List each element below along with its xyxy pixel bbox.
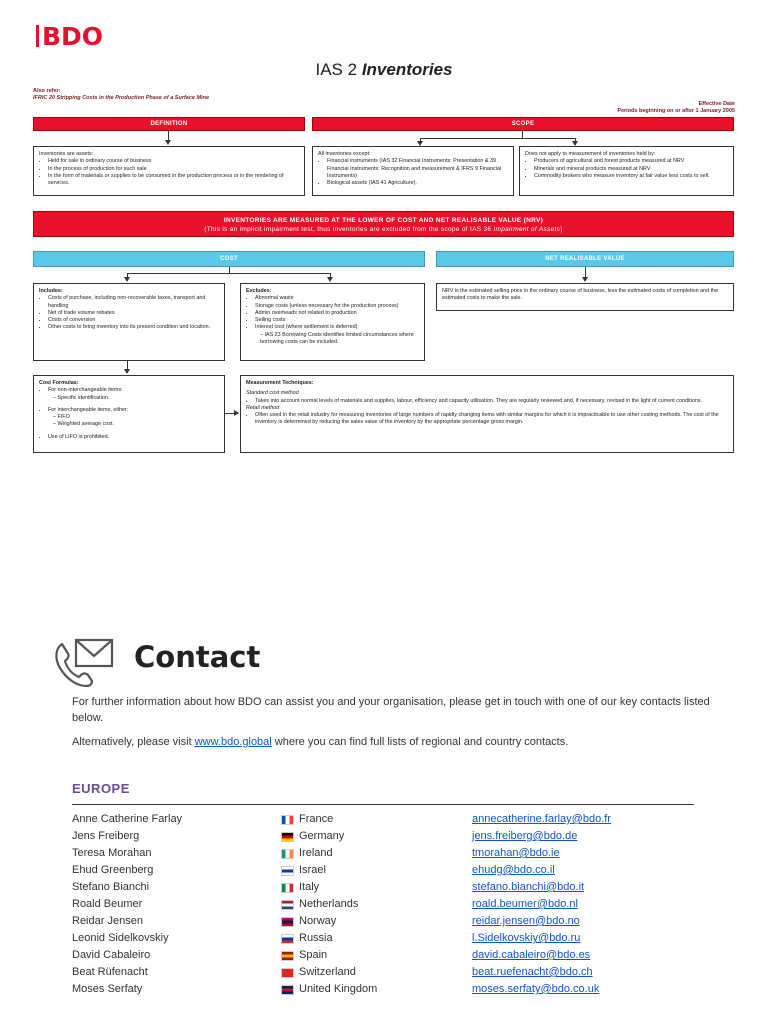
contact-row <box>72 830 712 847</box>
contact-country: Netherlands <box>299 898 359 910</box>
list-item: • Abnormal waste <box>255 295 419 302</box>
list-item: • Commodity brokers who measure inventory at fair value less costs to sell. <box>534 173 728 180</box>
contact-title: Contact <box>134 640 261 674</box>
effective-date-value: Periods beginning on or after 1 January 2005 <box>617 108 735 114</box>
divider <box>72 804 694 805</box>
nrv-header: NET REALISABLE VALUE <box>436 251 734 267</box>
also-refer-label: Also refer: <box>33 88 61 94</box>
contact-row <box>72 983 712 1000</box>
effective-date-label: Effective Date <box>698 101 735 107</box>
contact-row <box>72 898 712 915</box>
contact-country: Israel <box>299 864 326 876</box>
contact-country: Italy <box>299 881 320 893</box>
flag-icon <box>282 816 293 824</box>
measurement-banner-line1: INVENTORIES ARE MEASURED AT THE LOWER OF COST AND NET REALISABLE VALUE (NRV) <box>223 217 544 224</box>
contact-country: France <box>299 813 334 825</box>
list-item: • Biological assets (IAS 41 Agriculture). <box>327 180 508 187</box>
definition-header: DEFINITION <box>33 117 305 131</box>
contact-country: Switzerland <box>299 966 356 978</box>
contact-row <box>72 847 712 864</box>
bdo-logo: BDO <box>36 22 103 51</box>
contact-name: Beat Rüfenacht <box>72 966 148 978</box>
contact-row <box>72 932 712 949</box>
flag-icon <box>282 969 293 977</box>
contact-name: David Cabaleiro <box>72 949 151 961</box>
bdo-global-link[interactable]: www.bdo.global <box>194 736 272 748</box>
nrv-text: NRV is the estimated selling price in the ordinary course of business, less the estimated costs of completion and the estimated costs to make the sale. <box>442 288 719 302</box>
contact-email-link[interactable]: beat.ruefenacht@bdo.ch <box>472 966 593 978</box>
list-item: • For non-interchangeable items: <box>48 387 219 394</box>
list-item: – Weighted average cost. <box>53 421 115 428</box>
contact-country: Germany <box>299 830 345 842</box>
page-title: IAS 2 Inventories <box>315 60 453 79</box>
flag-icon <box>282 918 293 926</box>
list-item: • For interchangeable items, either: <box>48 407 219 414</box>
cost-formulas-box <box>33 375 225 453</box>
nrv-box <box>436 283 734 311</box>
list-item: • Interest cost (where settlement is deferred) <box>255 324 419 331</box>
contact-name: Anne Catherine Farlay <box>72 813 183 825</box>
contact-email-link[interactable]: roald.beumer@bdo.nl <box>472 898 578 910</box>
contact-email-link[interactable]: stefano.bianchi@bdo.it <box>472 881 585 893</box>
contact-email-link[interactable]: david.cabaleiro@bdo.es <box>472 949 591 961</box>
list-item: • Storage costs (unless necessary for the production process) <box>255 303 419 310</box>
contact-email-link[interactable]: annecatherine.farlay@bdo.fr <box>472 813 611 825</box>
list-item: – Specific identification. <box>53 394 110 401</box>
contact-country: Ireland <box>299 847 333 859</box>
contact-name: Jens Freiberg <box>72 830 140 842</box>
list-item: • Net of trade volume rebates <box>48 310 219 317</box>
contact-row <box>72 813 712 830</box>
list-item: – FIFO <box>53 414 70 421</box>
scope-measurement-box <box>519 146 734 196</box>
flag-icon <box>282 833 293 841</box>
measurement-banner <box>33 211 734 237</box>
contact-row <box>72 864 712 881</box>
list-item: • Selling costs <box>255 317 419 324</box>
list-item: • Other costs to bring inventory into its present condition and location. <box>48 324 219 331</box>
flag-icon <box>282 850 293 858</box>
contact-name: Ehud Greenberg <box>72 864 154 876</box>
list-item: • In the form of materials or supplies to be consumed in the production process or in the rendering of services. <box>48 173 299 188</box>
measurement-techniques-box <box>240 375 734 453</box>
contact-row <box>72 966 712 983</box>
list-item: • Use of LIFO is prohibited. <box>48 434 219 441</box>
measurement-techniques-title: Measurement Techniques: <box>246 380 314 386</box>
contact-row <box>72 915 712 932</box>
cost-formulas-title: Cost Formulas: <box>39 380 79 386</box>
contact-email-link[interactable]: reidar.jensen@bdo.no <box>472 915 580 927</box>
also-refer-text: IFRIC 20 Stripping Costs in the Production Phase of a Surface Mine <box>33 95 210 101</box>
contact-country: Norway <box>299 915 337 927</box>
flag-icon <box>282 935 293 943</box>
scope-header: SCOPE <box>312 117 734 131</box>
contact-country: United Kingdom <box>299 983 378 995</box>
contact-row <box>72 949 712 966</box>
definition-box <box>33 146 305 196</box>
list-item: • Often used in the retail industry for measuring inventories of large numbers of rapidly changing items with similar margins for which it is impracticable to use other costing methods. The cost of the inventory is determined by reducing the sales value of the inventory by the appropriate percentage gross margin. <box>255 412 728 427</box>
contact-visit-paragraph: Alternatively, please visit www.bdo.global where you can find full lists of regional and country contacts. <box>72 736 569 748</box>
list-item: • Costs of conversion <box>48 317 219 324</box>
contact-name: Leonid Sidelkovskiy <box>72 932 169 944</box>
contact-email-link[interactable]: l.Sidelkovskiy@bdo.ru <box>472 932 581 944</box>
list-item: • Takes into account normal levels of materials and supplies, labour, efficiency and capacity utilisation. They are regularly reviewed and, if necessary, revised in the light of current conditions. <box>255 398 728 405</box>
flag-icon <box>282 901 293 909</box>
region-heading: EUROPE <box>72 781 130 796</box>
definition-intro: Inventories are assets: <box>39 151 94 157</box>
scope-left-intro: All inventories except: <box>318 151 371 157</box>
contact-email-link[interactable]: jens.freiberg@bdo.de <box>472 830 578 842</box>
contact-name: Teresa Morahan <box>72 847 152 859</box>
list-item: • In the process of production for such sale <box>48 166 299 173</box>
flag-icon <box>282 986 293 994</box>
contact-name: Moses Serfaty <box>72 983 143 995</box>
cost-excludes-box <box>240 283 425 361</box>
contact-name: Roald Beumer <box>72 898 143 910</box>
list-item: • Minerals and mineral products measured at NRV <box>534 166 728 173</box>
excludes-title: Excludes: <box>246 288 272 294</box>
contact-email-link[interactable]: moses.serfaty@bdo.co.uk <box>472 983 600 995</box>
list-item: • Producers of agricultural and forest products measured at NRV <box>534 158 728 165</box>
flag-icon <box>282 952 293 960</box>
contact-row <box>72 881 712 898</box>
contact-email-link[interactable]: tmorahan@bdo.ie <box>472 847 560 859</box>
scope-right-intro: Does not apply to measurement of inventories held by: <box>525 151 656 157</box>
list-item: • Costs of purchase, including non-recoverable taxes, transport and handling <box>48 295 219 310</box>
phone-mail-icon <box>52 630 118 690</box>
contact-country: Russia <box>299 932 333 944</box>
contact-email-link[interactable]: ehudg@bdo.co.il <box>472 864 555 876</box>
list-item: • Financial instruments (IAS 32 Financial Instruments: Presentation & 39 Financial Instruments: Recognition and measurement & IFRS 9 Financial Instruments) <box>327 158 508 180</box>
flag-icon <box>282 867 293 875</box>
measurement-banner-line2: (This is an implicit impairment test, thus inventories are excluded from the scope of IAS 36 Impairment of Assets) <box>204 226 563 234</box>
list-item: • Held for sale in ordinary course of business <box>48 158 299 165</box>
cost-header: COST <box>33 251 425 267</box>
contact-name: Stefano Bianchi <box>72 881 150 893</box>
excludes-note: – IAS 23 Borrowing Costs identifies limited circumstances where borrowing costs can be included. <box>260 331 414 346</box>
cost-includes-box <box>33 283 225 361</box>
flag-icon <box>282 884 293 892</box>
list-item: • Admin overheads not related to production <box>255 310 419 317</box>
retail-method-title: Retail method <box>246 404 280 411</box>
contact-paragraph: For further information about how BDO can assist you and your organisation, please get in touch with one of our key contacts listed below. <box>72 696 710 724</box>
contact-country: Spain <box>299 949 328 961</box>
includes-title: Includes: <box>39 288 63 294</box>
scope-exceptions-box <box>312 146 514 196</box>
contact-name: Reidar Jensen <box>72 915 143 927</box>
standard-cost-title: Standard cost method <box>246 390 299 397</box>
